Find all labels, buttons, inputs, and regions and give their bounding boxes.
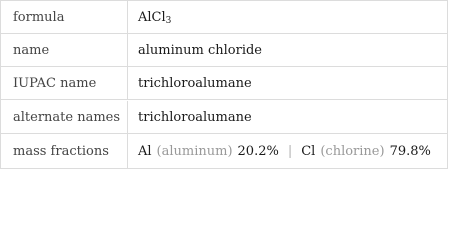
table-row-formula	[1, 1, 447, 34]
mass-fractions-value	[128, 134, 447, 169]
formula-value	[128, 1, 447, 33]
iupac-name-value: trichloroalumane	[138, 75, 252, 91]
formula-subscript: 3	[165, 16, 172, 26]
row-label: alternate names	[1, 101, 128, 133]
row-label: formula	[1, 1, 128, 33]
mass-percent: 20.2%	[237, 144, 279, 159]
row-label: name	[1, 34, 128, 66]
name-value: aluminum chloride	[138, 42, 262, 58]
element-symbol: Cl	[301, 144, 316, 159]
table-row-alternate-names	[1, 101, 447, 134]
mass-percent: 79.8%	[389, 144, 431, 159]
fraction-separator: |	[287, 144, 293, 159]
alternate-names-value: trichloroalumane	[138, 109, 252, 125]
element-name: (aluminum)	[156, 144, 233, 159]
table-row-iupac-name	[1, 67, 447, 100]
element-symbol: Al	[138, 144, 152, 159]
row-label: IUPAC name	[1, 67, 128, 99]
row-label: mass fractions	[1, 134, 128, 169]
table-row-mass-fractions	[1, 134, 447, 169]
table-row-name	[1, 34, 447, 67]
formula-main: AlCl	[138, 9, 166, 25]
element-name: (chlorine)	[320, 144, 385, 159]
